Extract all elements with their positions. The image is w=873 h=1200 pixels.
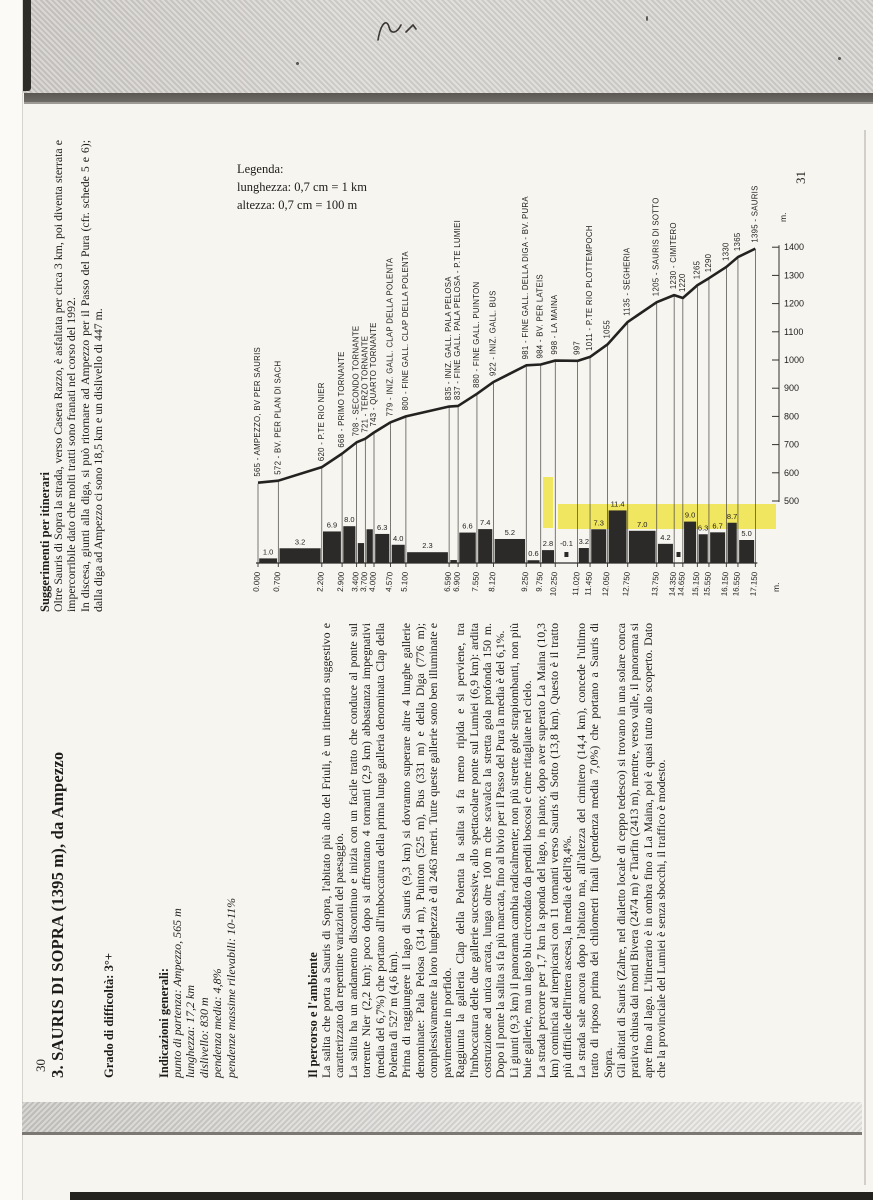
indicazioni-line: dislivello: 830 m [196, 997, 211, 1078]
waypoint-label: 743 - QUARTO TORNANTE [369, 322, 378, 427]
percorso-heading: Il percorso e l'ambiente [306, 952, 321, 1078]
distance-label: 3.400 [350, 571, 361, 593]
gradient-label: 7.4 [479, 518, 491, 528]
gradient-label: -0.1 [559, 539, 573, 548]
indicazioni-line: pendenze massime rilevabili: 10-11% [223, 897, 238, 1078]
paragraph: La strada percorre per 1,7 km la sponda del lago, in piano; dopo aver superato La Maina (10,3 km) comincia ad inerpicarsi con 11 tornanti verso Sauris di Sotto (13,8 km). Questo è il tratto più difficile dell'intera ascesa, la media è dell'8,4%. [533, 623, 575, 1078]
gradient-label: 6.9 [326, 520, 338, 530]
waypoint-label: 800 - FINE GALL. CLAP DELLA POLENTA [400, 251, 410, 411]
waypoint-label: 1205 - SAURIS DI SOTTO [651, 197, 661, 297]
waypoint-label: 981 - FINE GALL. DELLA DIGA - BV. PURA [521, 196, 531, 360]
difficulty-line: Grado di difficoltà: 3°+ [102, 953, 116, 1078]
page-30-content [48, 623, 810, 1078]
gradient-bar [710, 532, 725, 563]
distance-label: 11.020 [570, 571, 582, 596]
waypoint-label: 1220 [677, 273, 687, 292]
indicazioni-line: punto di partenza: Ampezzo, 565 m [170, 908, 184, 1078]
gradient-bar [367, 529, 373, 563]
elevation-tick-label: 1300 [784, 270, 805, 281]
distance-label: 4.570 [384, 571, 395, 593]
gradient-bar [478, 529, 492, 563]
waypoint-label: 984 - BV. PER LATEIS [535, 274, 545, 359]
percorso-paragraphs [320, 623, 669, 1078]
waypoint-label: 880 - FINE GALL. PUINTON [471, 281, 481, 388]
elevation-tick-label: 1200 [784, 298, 805, 309]
legend-title: Legenda: [237, 162, 284, 176]
distance-label: 13.750 [650, 571, 661, 597]
gradient-bar [343, 526, 355, 563]
elevation-tick-label: 1400 [784, 242, 805, 253]
paragraph: La salita ha un andamento discontinuo e inizia con un facile tratto che conduce al ponte sul torrente Nier (2,2 km); poco dopo si affrontano 4 tornanti (2,9 km) abbastanza impegnativi (media del 6,7%) che portano all'imboccatura della prima lunga galleria denominata Clap della Polenta di 527 m (4,6 km). [345, 623, 401, 1078]
gradient-label: 2.3 [422, 541, 433, 551]
distance-label: 11.450 [583, 571, 595, 596]
distance-label: 2.200 [315, 571, 326, 593]
waypoint-label: 708 - SECONDO TORNANTE [351, 325, 361, 437]
gradient-bar [591, 529, 606, 563]
elevation-tick-label: 600 [784, 467, 800, 478]
waypoint-label: 1290 [703, 253, 713, 273]
distance-label: 12.750 [621, 571, 632, 597]
gradient-label: 3.2 [578, 537, 590, 547]
waypoint-label: 1365 [732, 232, 742, 252]
distance-label: 14.350 [667, 571, 679, 597]
elevation-tick-label: 1000 [784, 355, 805, 365]
waypoint-label: 1395 - SAURIS [750, 185, 760, 243]
distance-label: 16.150 [719, 571, 731, 597]
legend-length-scale: lunghezza: 0,7 cm = 1 km [237, 180, 367, 194]
descent-marker [564, 552, 568, 557]
highlighter-mark [543, 477, 553, 528]
gradient-bar [728, 523, 737, 563]
waypoint-label: 1330 [721, 242, 731, 261]
waypoint-label: 668 - PRIMO TORNANTE [337, 351, 347, 448]
waypoint-label: 721 - TERZO TORNANTE [360, 335, 370, 433]
gradient-label: 8.7 [726, 511, 738, 521]
route-title: 3. SAURIS DI SOPRA (1395 m), da Ampezzo [48, 751, 67, 1078]
page-number-31: 31 [793, 171, 808, 184]
gradient-bar [609, 510, 627, 563]
gradient-bar [323, 531, 341, 563]
waypoint-label: 1011 - P.TE RIO PLOTTEMPOCH [585, 225, 595, 351]
distance-label: 15.550 [702, 571, 713, 597]
gradient-bar [450, 560, 457, 563]
paragraph: Gli abitati di Sauris (Zahre, nel dialetto locale di ceppo tedesco) si trovano in una solare conca prativa chiusa dai monti Bivera (2474 m) e Tiarfin (2413 m), mentre, verso valle, il panorama si apre fino al lago. L'itinerario è in ombra fino a La Maina, poi è quasi tutto allo scoperto. Dato che la provinciale del Lumiei è senza sbocchi, il traffico è modesto. [613, 623, 669, 1078]
gradient-label: 3.2 [294, 537, 306, 547]
distance-label: 16.550 [731, 571, 742, 597]
gradient-bar [495, 539, 525, 563]
distance-label: 3.700 [358, 571, 370, 593]
elevation-axis-unit-label: m. [778, 212, 788, 222]
elevation-tick-label: 500 [784, 496, 800, 506]
distance-label: 7.550 [470, 571, 481, 593]
elevation-tick-label: 800 [784, 411, 800, 422]
indicazioni-lines [171, 623, 238, 1078]
gradient-bar [407, 552, 448, 563]
gradient-label: 6.3 [377, 522, 388, 532]
gradient-label: 0.6 [528, 549, 539, 559]
page-number-30: 30 [33, 1059, 48, 1072]
paragraph: La salita che porta a Sauris di Sopra, l'abitato più alto del Friuli, è un itinerario suggestivo e caratterizzato da repentine variazioni del paesaggio. [319, 623, 347, 1078]
waypoint-label: 620 - P.TE RIO NIER [316, 382, 326, 462]
waypoint-label: 1230 - CIMITERO [669, 222, 679, 290]
distance-label: 17.150 [748, 571, 760, 597]
distance-label: 12.050 [600, 571, 612, 597]
waypoint-label: 779 - INIZ. GALL. CLAP DELLA POLENTA [385, 257, 395, 417]
paragraph: La strada sale ancora dopo l'abitato ma, all'altezza del cimitero (14,4 km), concede l'ultimo tratto di riposo prima dei chilometri finali (pendenza media 7,0%) che portano a Sauris di Sopra. [573, 623, 615, 1078]
distance-label: 15.150 [690, 571, 702, 597]
gradient-label: 1.0 [262, 547, 274, 557]
gradient-bar [259, 558, 277, 563]
waypoint-label: 565 - AMPEZZO, BV PER SAURIS [253, 346, 262, 477]
paragraph: Lì giunti (9,3 km) il panorama cambia radicalmente; non più strette gole strapiombanti, non più buie gallerie, ma un lago blu circondato da pendii boscosi e cime ritagliate nel cielo. [506, 623, 535, 1078]
waypoint-label: 835 - INIZ. GALL. PALA PELOSA [444, 276, 454, 401]
gradient-label: 4.2 [660, 532, 671, 542]
waypoint-label: 998 - LA MAINA [550, 294, 560, 355]
distance-label: 2.900 [335, 571, 347, 593]
gradient-bar [684, 522, 696, 563]
gradient-bar [358, 543, 364, 563]
waypoint-label: 997 [572, 340, 582, 355]
paragraph: Oltre Sauris di Sopra la strada, verso Casera Razzo, è asfaltata per circa 3 km, poi diventa sterrata e impercorribile dato che molti tratti sono franati nel corso del 1992. [51, 140, 79, 612]
waypoint-label: 1135 - SEGHERIA [622, 247, 632, 316]
legend-height-scale: altezza: 0,7 cm = 100 m [237, 198, 358, 212]
gradient-label: 8.0 [344, 515, 355, 525]
distance-label: 6.900 [451, 571, 463, 593]
gradient-label: 5.0 [741, 529, 752, 538]
distance-label: 0.700 [271, 571, 283, 593]
indicazioni-line: pendenza media: 4,8% [210, 968, 225, 1078]
elevation-tick-label: 1100 [784, 326, 804, 337]
gradient-label: 7.3 [593, 518, 604, 528]
distance-label: 10.250 [548, 571, 560, 597]
gradient-label: 6.6 [462, 521, 473, 531]
distance-axis-unit-label: m. [771, 582, 781, 592]
waypoint-label: 922 - INIZ. GALL. BUS [488, 290, 498, 376]
gradient-label: 6.7 [712, 521, 723, 531]
gradient-label: 5.2 [504, 527, 516, 537]
distance-label: 6.590 [442, 571, 454, 593]
gradient-bar [739, 540, 754, 563]
gradient-label: 7.0 [637, 519, 648, 529]
distance-label: 9.250 [519, 571, 531, 593]
indicazioni-heading: Indicazioni generali: [157, 967, 171, 1078]
paragraph: In discesa, giunti alla diga, si può ritornare ad Ampezzo per il Passo del Pura (cfr. schede 5 e 6); dalla diga ad Ampezzo ci sono 18,5 km e un dislivello di 447 m. [77, 140, 106, 612]
indicazioni-line: lunghezza: 17,2 km [183, 985, 198, 1078]
gradient-label: 2.8 [542, 539, 554, 549]
gradient-bar [579, 548, 589, 563]
waypoint-label: 572 - BV. PER PLAN DI SACH [273, 360, 283, 475]
gradient-label: 4.0 [392, 533, 404, 543]
highlighter-stripe [558, 504, 776, 529]
distance-label: 14.650 [676, 571, 687, 597]
gradient-bar [375, 534, 389, 563]
distance-label: 8.120 [487, 571, 498, 593]
paragraph: Raggiunta la galleria Clap della Polenta la salita si fa meno ripida e si perviene, tra l'imboccatura delle due gallerie successive, allo spettacolare ponte sul Lumiei (6,9 km): ardita costruzione ad unica arcata, lunga oltre 100 m che scavalca la stretta gola profonda 150 m. Dopo il ponte la salita si fa più marcata, fino al bivio per il Passo del Pura la media è del 6,1%. [453, 623, 508, 1078]
descent-marker [677, 552, 681, 557]
waypoint-label: 837 - FINE GALL. PALA PELOSA - P.TE LUMIEI [453, 219, 463, 400]
distance-label: 4.000 [367, 571, 378, 593]
gradient-bar [542, 550, 554, 563]
distance-label: 9.750 [534, 571, 545, 593]
gradient-bar [459, 533, 475, 563]
distance-label: 0.000 [251, 571, 262, 593]
gradient-bar [527, 560, 539, 563]
waypoint-label: 1265 [692, 260, 702, 280]
elevation-tick-label: 900 [784, 383, 800, 394]
gradient-label: 11.4 [610, 499, 625, 509]
gradient-label: 9.0 [684, 510, 696, 520]
gradient-label: 6.3 [697, 523, 709, 533]
gradient-bar [280, 548, 321, 563]
gradient-bar [629, 531, 656, 563]
distance-label: 5.100 [399, 571, 410, 593]
gradient-bar [392, 545, 405, 563]
suggerimenti-heading: Suggerimenti per itinerari [38, 471, 52, 612]
waypoint-label: 1055 [602, 319, 612, 339]
elevation-tick-label: 700 [784, 439, 800, 450]
gradient-bar [699, 534, 708, 563]
paragraph: Prima di raggiungere il lago di Sauris (9,3 km) si dovranno superare altre 4 lunghe gallerie denominate: Pala Pelosa (314 m), Puinton (525 m), Bus (331 m) e della Diga (776 m); complessivamente la loro lunghezza è di 2463 metri. Tutte queste gallerie sono ben illuminate e pavimentate in porfido. [399, 623, 454, 1078]
gradient-bar [658, 544, 673, 563]
